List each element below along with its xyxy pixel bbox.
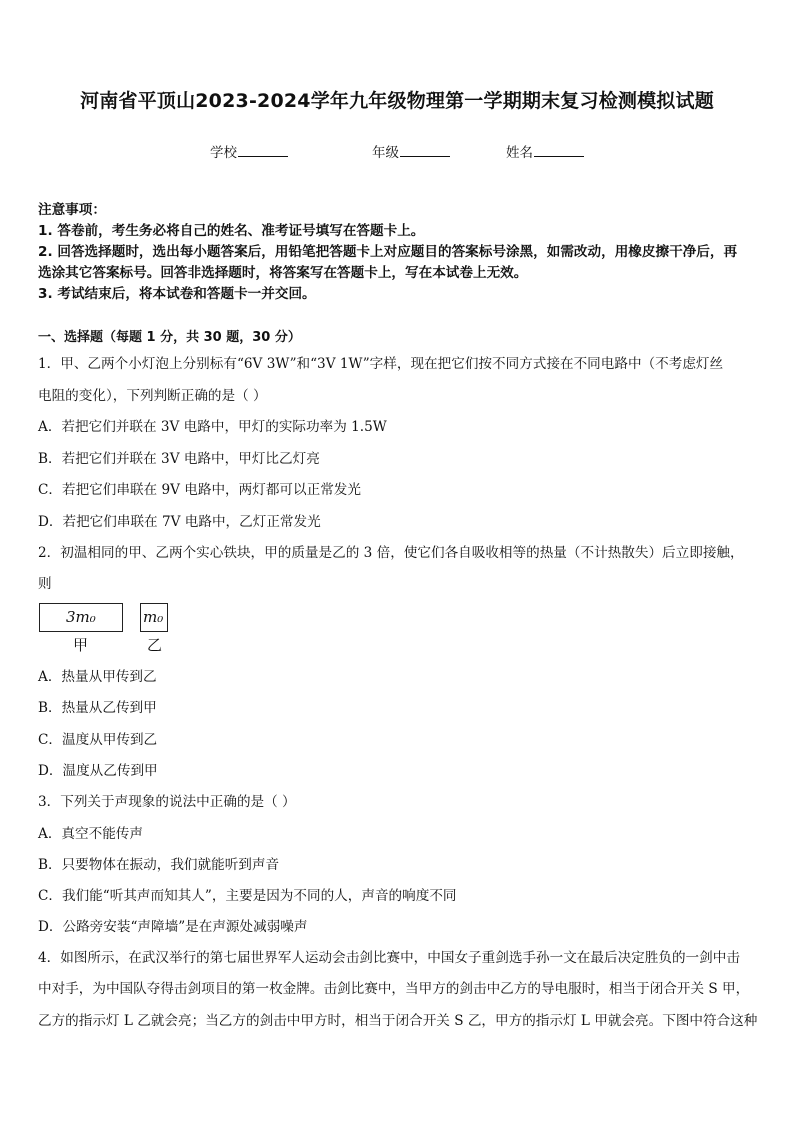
q3-option-b: B．只要物体在振动，我们就能听到声音 bbox=[38, 857, 280, 873]
notice-heading: 注意事项： bbox=[38, 202, 106, 218]
page-title: 河南省平顶山2023-2024学年九年级物理第一学期期末复习检测模拟试题 bbox=[80, 90, 714, 112]
name-blank bbox=[534, 142, 584, 157]
notice-line: 3. 考试结束后，将本试卷和答题卡一并交回。 bbox=[38, 286, 316, 302]
grade-label: 年级 bbox=[372, 145, 399, 161]
q3-option-a: A．真空不能传声 bbox=[38, 826, 143, 842]
section-title: 一、选择题（每题 1 分，共 30 题，30 分） bbox=[38, 330, 301, 345]
q2-option-b: B．热量从乙传到甲 bbox=[38, 700, 157, 716]
school-field bbox=[210, 141, 288, 161]
iron-block-b-name: 乙 bbox=[147, 636, 163, 654]
grade-blank bbox=[400, 142, 450, 157]
q3-option-d: D．公路旁安装“声障墙”是在声源处减弱噪声 bbox=[38, 919, 308, 935]
q2-option-a: A．热量从甲传到乙 bbox=[38, 669, 157, 685]
q1-option-c: C．若把它们串联在 9V 电路中，两灯都可以正常发光 bbox=[38, 482, 361, 498]
notice-line: 2. 回答选择题时，选出每小题答案后，用铅笔把答题卡上对应题目的答案标号涂黑，如需改动，用橡皮擦干净后，再 bbox=[38, 244, 738, 260]
q2-stem-line1: 2．初温相同的甲、乙两个实心铁块，甲的质量是乙的 3 倍，使它们各自吸收相等的热量（不计热散失）后立即接触， bbox=[38, 545, 744, 561]
q1-stem-line2: 电阻的变化），下列判断正确的是（ ） bbox=[38, 388, 267, 404]
grade-field bbox=[372, 141, 450, 161]
q1-option-b: B．若把它们并联在 3V 电路中，甲灯比乙灯亮 bbox=[38, 451, 320, 467]
q1-stem-line1: 1．甲、乙两个小灯泡上分别标有“6V 3W”和“3V 1W”字样，现在把它们按不同方式接在不同电路中（不考虑灯丝 bbox=[38, 356, 724, 372]
q2-option-d: D．温度从乙传到甲 bbox=[38, 763, 158, 779]
school-blank bbox=[238, 142, 288, 157]
notice-line: 选涂其它答案标号。回答非选择题时，将答案写在答题卡上，写在本试卷上无效。 bbox=[38, 265, 528, 281]
iron-block-a-name: 甲 bbox=[73, 636, 89, 654]
q3-option-c: C．我们能“听其声而知其人”，主要是因为不同的人，声音的响度不同 bbox=[38, 888, 457, 904]
iron-block-a-mass: 3m₀ bbox=[66, 608, 96, 626]
q2-stem-line2: 则 bbox=[38, 576, 52, 592]
q1-option-d: D．若把它们串联在 7V 电路中，乙灯正常发光 bbox=[38, 514, 321, 530]
q4-stem-line2: 中对手，为中国队夺得击剑项目的第一枚金牌。击剑比赛中，当甲方的剑击中乙方的导电服时，相当于闭合开关 S 甲， bbox=[38, 981, 750, 997]
q3-stem: 3．下列关于声现象的说法中正确的是（ ） bbox=[38, 794, 296, 810]
q4-stem-line1: 4．如图所示，在武汉举行的第七届世界军人运动会击剑比赛中，中国女子重剑选手孙一文在最后决定胜负的一剑中击 bbox=[38, 950, 740, 966]
school-label: 学校 bbox=[210, 145, 237, 161]
name-label: 姓名 bbox=[506, 145, 533, 161]
q4-stem-line3: 乙方的指示灯 L 乙就会亮；当乙方的剑击中甲方时，相当于闭合开关 S 乙，甲方的指示灯 L 甲就会亮。下图中符合这种 bbox=[38, 1013, 758, 1029]
student-info-fields bbox=[0, 141, 794, 161]
name-field bbox=[506, 141, 584, 161]
iron-block-b-mass: m₀ bbox=[143, 608, 164, 626]
notice-line: 1. 答卷前，考生务必将自己的姓名、准考证号填写在答题卡上。 bbox=[38, 223, 425, 239]
q1-option-a: A．若把它们并联在 3V 电路中，甲灯的实际功率为 1.5W bbox=[38, 419, 387, 435]
q2-option-c: C．温度从甲传到乙 bbox=[38, 732, 158, 748]
